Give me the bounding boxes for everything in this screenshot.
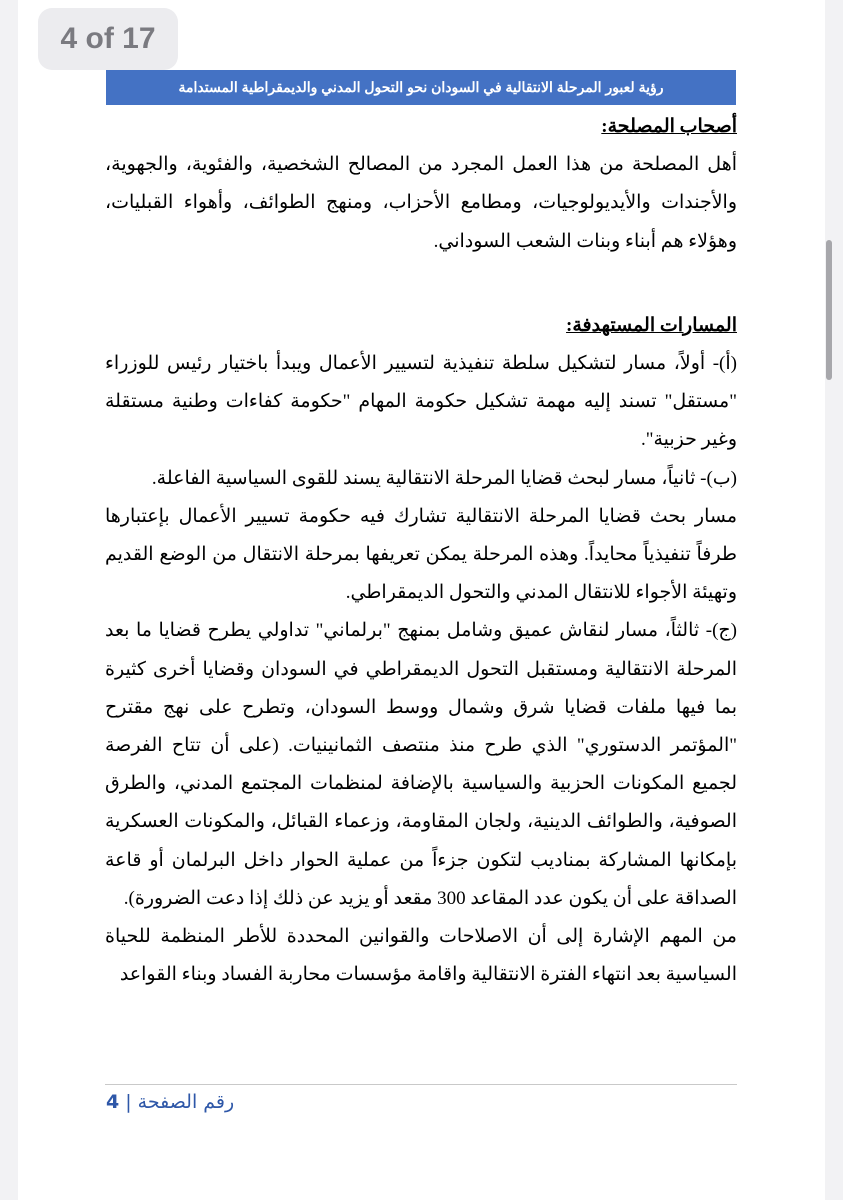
section-heading-tracks: المسارات المستهدفة:: [566, 314, 737, 336]
document-header-band: [106, 70, 736, 105]
page-footer: [106, 1091, 234, 1113]
section-heading-stakeholders: أصحاب المصلحة:: [601, 116, 737, 137]
scrollbar-thumb[interactable]: [826, 240, 832, 380]
paragraph-stakeholders: أهل المصلحة من هذا العمل المجرد من المصالح الشخصية، والفئوية، والجهوية، والأجندات والأيديولوجيات، ومطامع الأحزاب، ومنهج الطوائف، وأهواء القبليات، وهؤلاء هم أبناء وبنات الشعب السوداني.: [105, 154, 737, 252]
header-title: رؤية لعبور المرحلة الانتقالية في السودان نحو التحول المدني والديمقراطية المستدامة: [178, 79, 664, 95]
paragraph-track-b: (ب)- ثانياً، مسار لبحث قضايا المرحلة الانتقالية يسند للقوى السياسية الفاعلة.: [151, 467, 737, 489]
paragraph-track-c: (ج)- ثالثاً، مسار لنقاش عميق وشامل بمنهج "برلماني" تداولي يطرح قضايا ما بعد المرحلة الانتقالية ومستقبل التحول الديمقراطي في السودان وقضايا أخرى كثيرة بما فيها ملفات قضايا شرق وشمال ووسط السودان، وتطرح على نهج مقترح "المؤتمر الدستوري" الذي طرح منذ منتصف الثمانينيات. (على أن تتاح الفرصة لجميع المكونات الحزبية والسياسية بالإضافة لمنظمات المجتمع المدني، والطرق الصوفية، والطوائف الدينية، ولجان المقاومة، وزعماء القبائل، والمكونات العسكرية بإمكانها المشاركة بمناديب لتكون جزءاً من عملية الحوار داخل البرلمان أو قاعة الصداقة على أن يكون عدد المقاعد 300 مقعد أو يزيد عن ذلك إذا دعت الضرورة).: [105, 620, 737, 909]
section-spacer: [105, 261, 737, 307]
paragraph-track-b-detail: مسار بحث قضايا المرحلة الانتقالية تشارك فيه حكومة تسيير الأعمال بإعتبارها طرفاً تنفيذياً محايداً. وهذه المرحلة يمكن تعريفها بمرحلة الانتقال من الوضع القديم وتهيئة الأجواء للانتقال المدني والتحول الديمقراطي.: [105, 505, 737, 604]
page-indicator: 4 of 17: [38, 8, 178, 70]
paragraph-reforms: من المهم الإشارة إلى أن الاصلاحات والقوانين المحددة للأطر المنظمة للحياة السياسية بعد انتهاء الفترة الانتقالية واقامة مؤسسات محاربة الفساد وبناء القواعد: [105, 926, 737, 986]
footer-label: رقم الصفحة: [137, 1091, 235, 1113]
paragraph-track-a: (أ)- أولاً، مسار لتشكيل سلطة تنفيذية لتسيير الأعمال ويبدأ باختيار رئيس للوزراء "مستقل" تسند إليه مهمة تشكيل حكومة المهام "حكومة كفاءات وطنية مستقلة وغير حزبية".: [105, 353, 737, 451]
footer-divider: [105, 1084, 737, 1085]
footer-page-number: 4: [106, 1091, 120, 1113]
document-body: [105, 108, 737, 994]
footer-separator: |: [125, 1091, 132, 1113]
